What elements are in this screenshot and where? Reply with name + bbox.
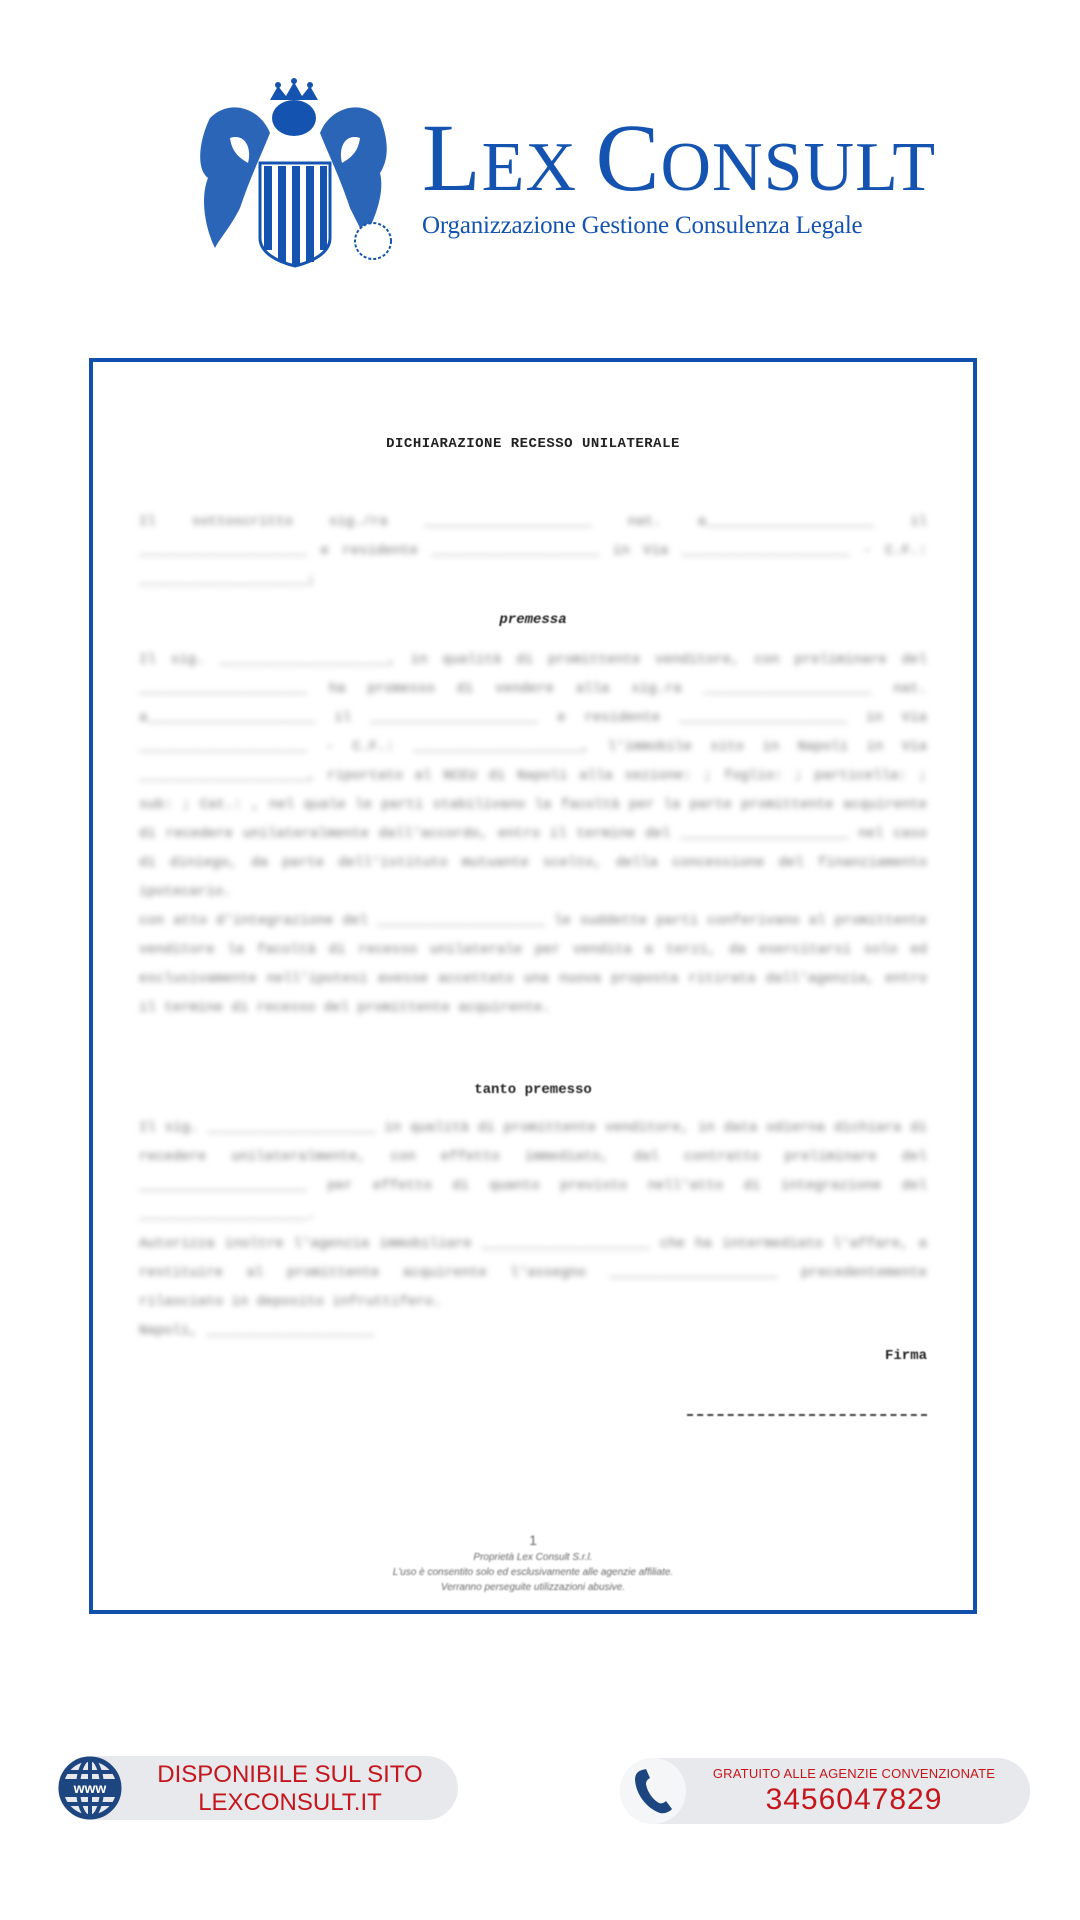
- footer-line-3: Verranno perseguite utilizzazioni abusive.: [440, 1582, 626, 1593]
- tanto-section: [139, 1114, 927, 1346]
- intro-paragraph: Il sottoscritto sig./ra ____________________ nat. a____________________ il ____________________ e residente ____________________ in Via ____________________ - C.F.: ____________________;: [139, 514, 927, 588]
- signature-label: Firma: [884, 1348, 927, 1364]
- tanto-paragraph-2: Autorizza inoltre l'agenzia immobiliare ____________________ che ha intermediato l'affare, a restituire al promittente acquirente l'assegno ____________________ precedentemente rilasciato in deposito infruttifero.: [139, 1236, 927, 1310]
- tanto-paragraph-1: Il sig. ____________________ in qualità di promittente venditore, in data odierna dichiara di recedere unilateralmente, con effetto immediato, dal contratto preliminare del ____________________ per effetto di quanto previsto nell'atto di integrazione del ____________________.: [139, 1120, 927, 1223]
- premessa-paragraph-1: Il sig. ____________________, in qualità di promittente venditore, con preliminare del ____________________ ha promesso di vendere alla sig.ra ____________________ nat. a____________________ il ____________________ e residente ____________________ in Via ____________________ - C.F.: ____________________, l'immobile sito in Napoli in Via ____________________, riportato al NCEU di Napoli alla sezione: ; foglio: ; particella: ; sub: ; Cat.: , nel quale le parti stabilivano la facoltà per la parte promittente acquirente di recedere unilateralmente dall'accordo, entro il termine del ____________________ nel caso di diniego, da parte dell'istituto mutuante scelto, della concessione del finanziamento ipotecario.: [139, 652, 927, 900]
- footer-line-1: Proprietà Lex Consult S.r.l.: [473, 1552, 593, 1563]
- footer-line-2: L'uso è consentito solo ed esclusivamente alle agenzie affiliate.: [392, 1567, 674, 1578]
- brand: [422, 104, 937, 240]
- globe-www-icon: [58, 1756, 122, 1820]
- premessa-section: [139, 646, 927, 1023]
- lex-consult-logo: [190, 78, 937, 268]
- phone-banner[interactable]: [620, 1758, 1030, 1824]
- website-text: [142, 1761, 438, 1817]
- document-title: DICHIARAZIONE RECESSO UNILATERALE: [386, 436, 680, 452]
- phone-caption: GRATUITO ALLE AGENZIE CONVENZIONATE: [712, 1766, 996, 1781]
- document-footer: [139, 1530, 927, 1595]
- svg-text:www: www: [73, 1780, 107, 1796]
- brand-name: LEX CONSULT: [422, 104, 937, 211]
- phone-number[interactable]: 3456047829: [765, 1783, 943, 1816]
- heading-premessa: premessa: [499, 612, 567, 628]
- phone-handset-icon: [632, 1766, 678, 1816]
- document-preview: [89, 358, 977, 1614]
- heading-tanto-premesso: tanto premesso: [474, 1082, 592, 1098]
- page-number: 1: [529, 1532, 537, 1548]
- brand-subtitle: Organizzazione Gestione Consulenza Legale: [422, 212, 863, 239]
- place-date: Napoli, ____________________: [139, 1323, 375, 1339]
- premessa-paragraph-2: con atto d'integrazione del ____________________ le suddette parti conferivano al promittente venditore la facoltà di recesso unilaterale per vendita a terzi, da esercitarsi solo ed esclusivamente nell'ipotesi avesse accettato una nuova proposta ritirata dall'agenzia, entro il termine di recesso del promittente acquirente.: [139, 913, 927, 1016]
- phone-icon-circle: [620, 1758, 686, 1824]
- website-line-1: DISPONIBILE SUL SITO: [157, 1761, 423, 1788]
- signature-line: [687, 1414, 927, 1416]
- website-line-2[interactable]: LEXCONSULT.IT: [198, 1789, 382, 1816]
- website-banner[interactable]: [58, 1756, 458, 1820]
- coat-of-arms-icon: [190, 78, 400, 268]
